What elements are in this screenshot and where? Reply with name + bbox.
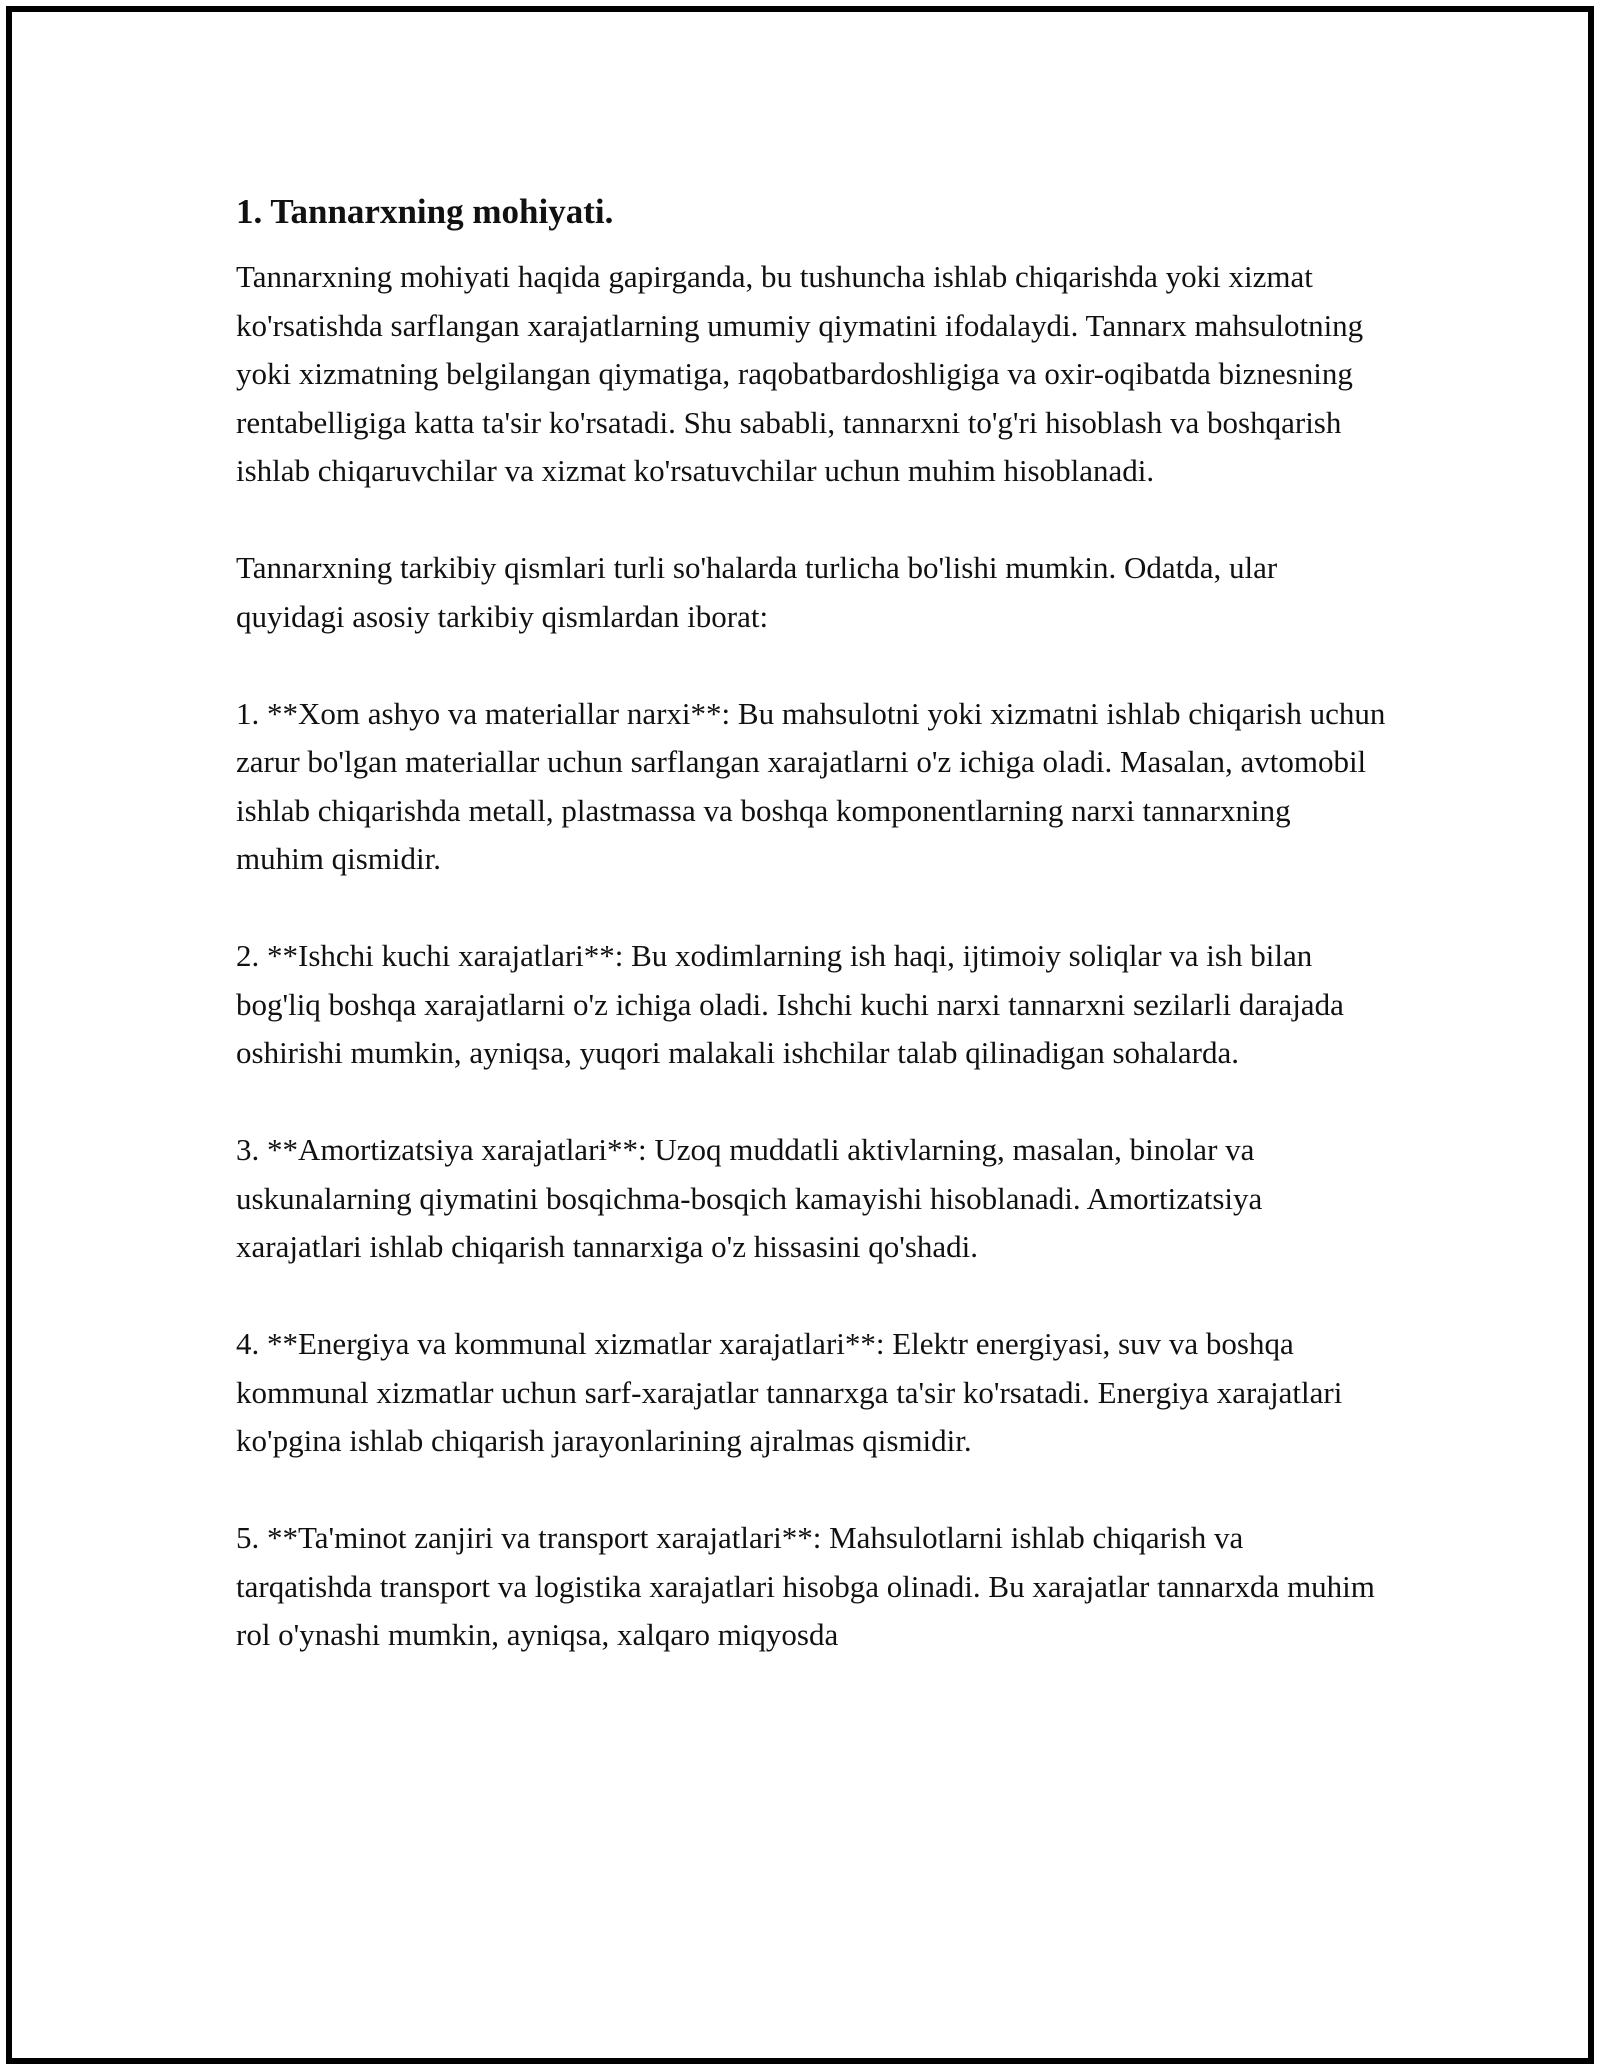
- list-item-labor-costs: 2. **Ishchi kuchi xarajatlari**: Bu xodimlarning ish haqi, ijtimoiy soliqlar va ish bilan bog'liq boshqa xarajatlarni o'z ichiga oladi. Ishchi kuchi narxi tannarxni sezilarli darajada oshirishi mumkin, ayniqsa, yuqori malakali ishchilar talab qilinadigan sohalarda.: [236, 938, 1344, 1070]
- list-item-supply-chain: 5. **Ta'minot zanjiri va transport xarajatlari**: Mahsulotlarni ishlab chiqarish va tarqatishda transport va logistika xarajatlari hisobga olinadi. Bu xarajatlar tannarxda muhim rol o'ynashi mumkin, ayniqsa, xalqaro miqyosda: [236, 1520, 1375, 1652]
- document-body: [236, 188, 1386, 1708]
- list-item-depreciation: 3. **Amortizatsiya xarajatlari**: Uzoq muddatli aktivlarning, masalan, binolar va uskunalarning qiymatini bosqichma-bosqich kamayishi hisoblanadi. Amortizatsiya xarajatlari ishlab chiqarish tannarxiga o'z hissasini qo'shadi.: [236, 1132, 1263, 1264]
- list-item-raw-materials: 1. **Xom ashyo va materiallar narxi**: Bu mahsulotni yoki xizmatni ishlab chiqarish uchun zarur bo'lgan materiallar uchun sarflangan xarajatlarni o'z ichiga oladi. Masalan, avtomobil ishlab chiqarishda metall, plastmassa va boshqa komponentlarning narxi tannarxning muhim qismidir.: [236, 695, 1386, 876]
- paragraph-intro: Tannarxning mohiyati haqida gapirganda, bu tushuncha ishlab chiqarishda yoki xizmat ko'rsatishda sarflangan xarajatlarning umumiy qiymatini ifodalaydi. Tannarx mahsulotning yoki xizmatning belgilangan qiymatiga, raqobatbardoshligiga va oxir-oqibatda biznesning rentabelligiga katta ta'sir ko'rsatadi. Shu sababli, tannarxni to'g'ri hisoblash va boshqarish ishlab chiqaruvchilar va xizmat ko'rsatuvchilar uchun muhim hisoblanadi.: [236, 259, 1364, 488]
- paragraph-components: Tannarxning tarkibiy qismlari turli so'halarda turlicha bo'lishi mumkin. Odatda, ular quyidagi asosiy tarkibiy qismlardan iborat:: [236, 550, 1278, 634]
- list-item-energy-utilities: 4. **Energiya va kommunal xizmatlar xarajatlari**: Elektr energiyasi, suv va boshqa kommunal xizmatlar uchun sarf-xarajatlar tannarxga ta'sir ko'rsatadi. Energiya xarajatlari ko'pgina ishlab chiqarish jarayonlarining ajralmas qismidir.: [236, 1326, 1343, 1458]
- section-heading: 1. Tannarxning mohiyati.: [236, 192, 614, 231]
